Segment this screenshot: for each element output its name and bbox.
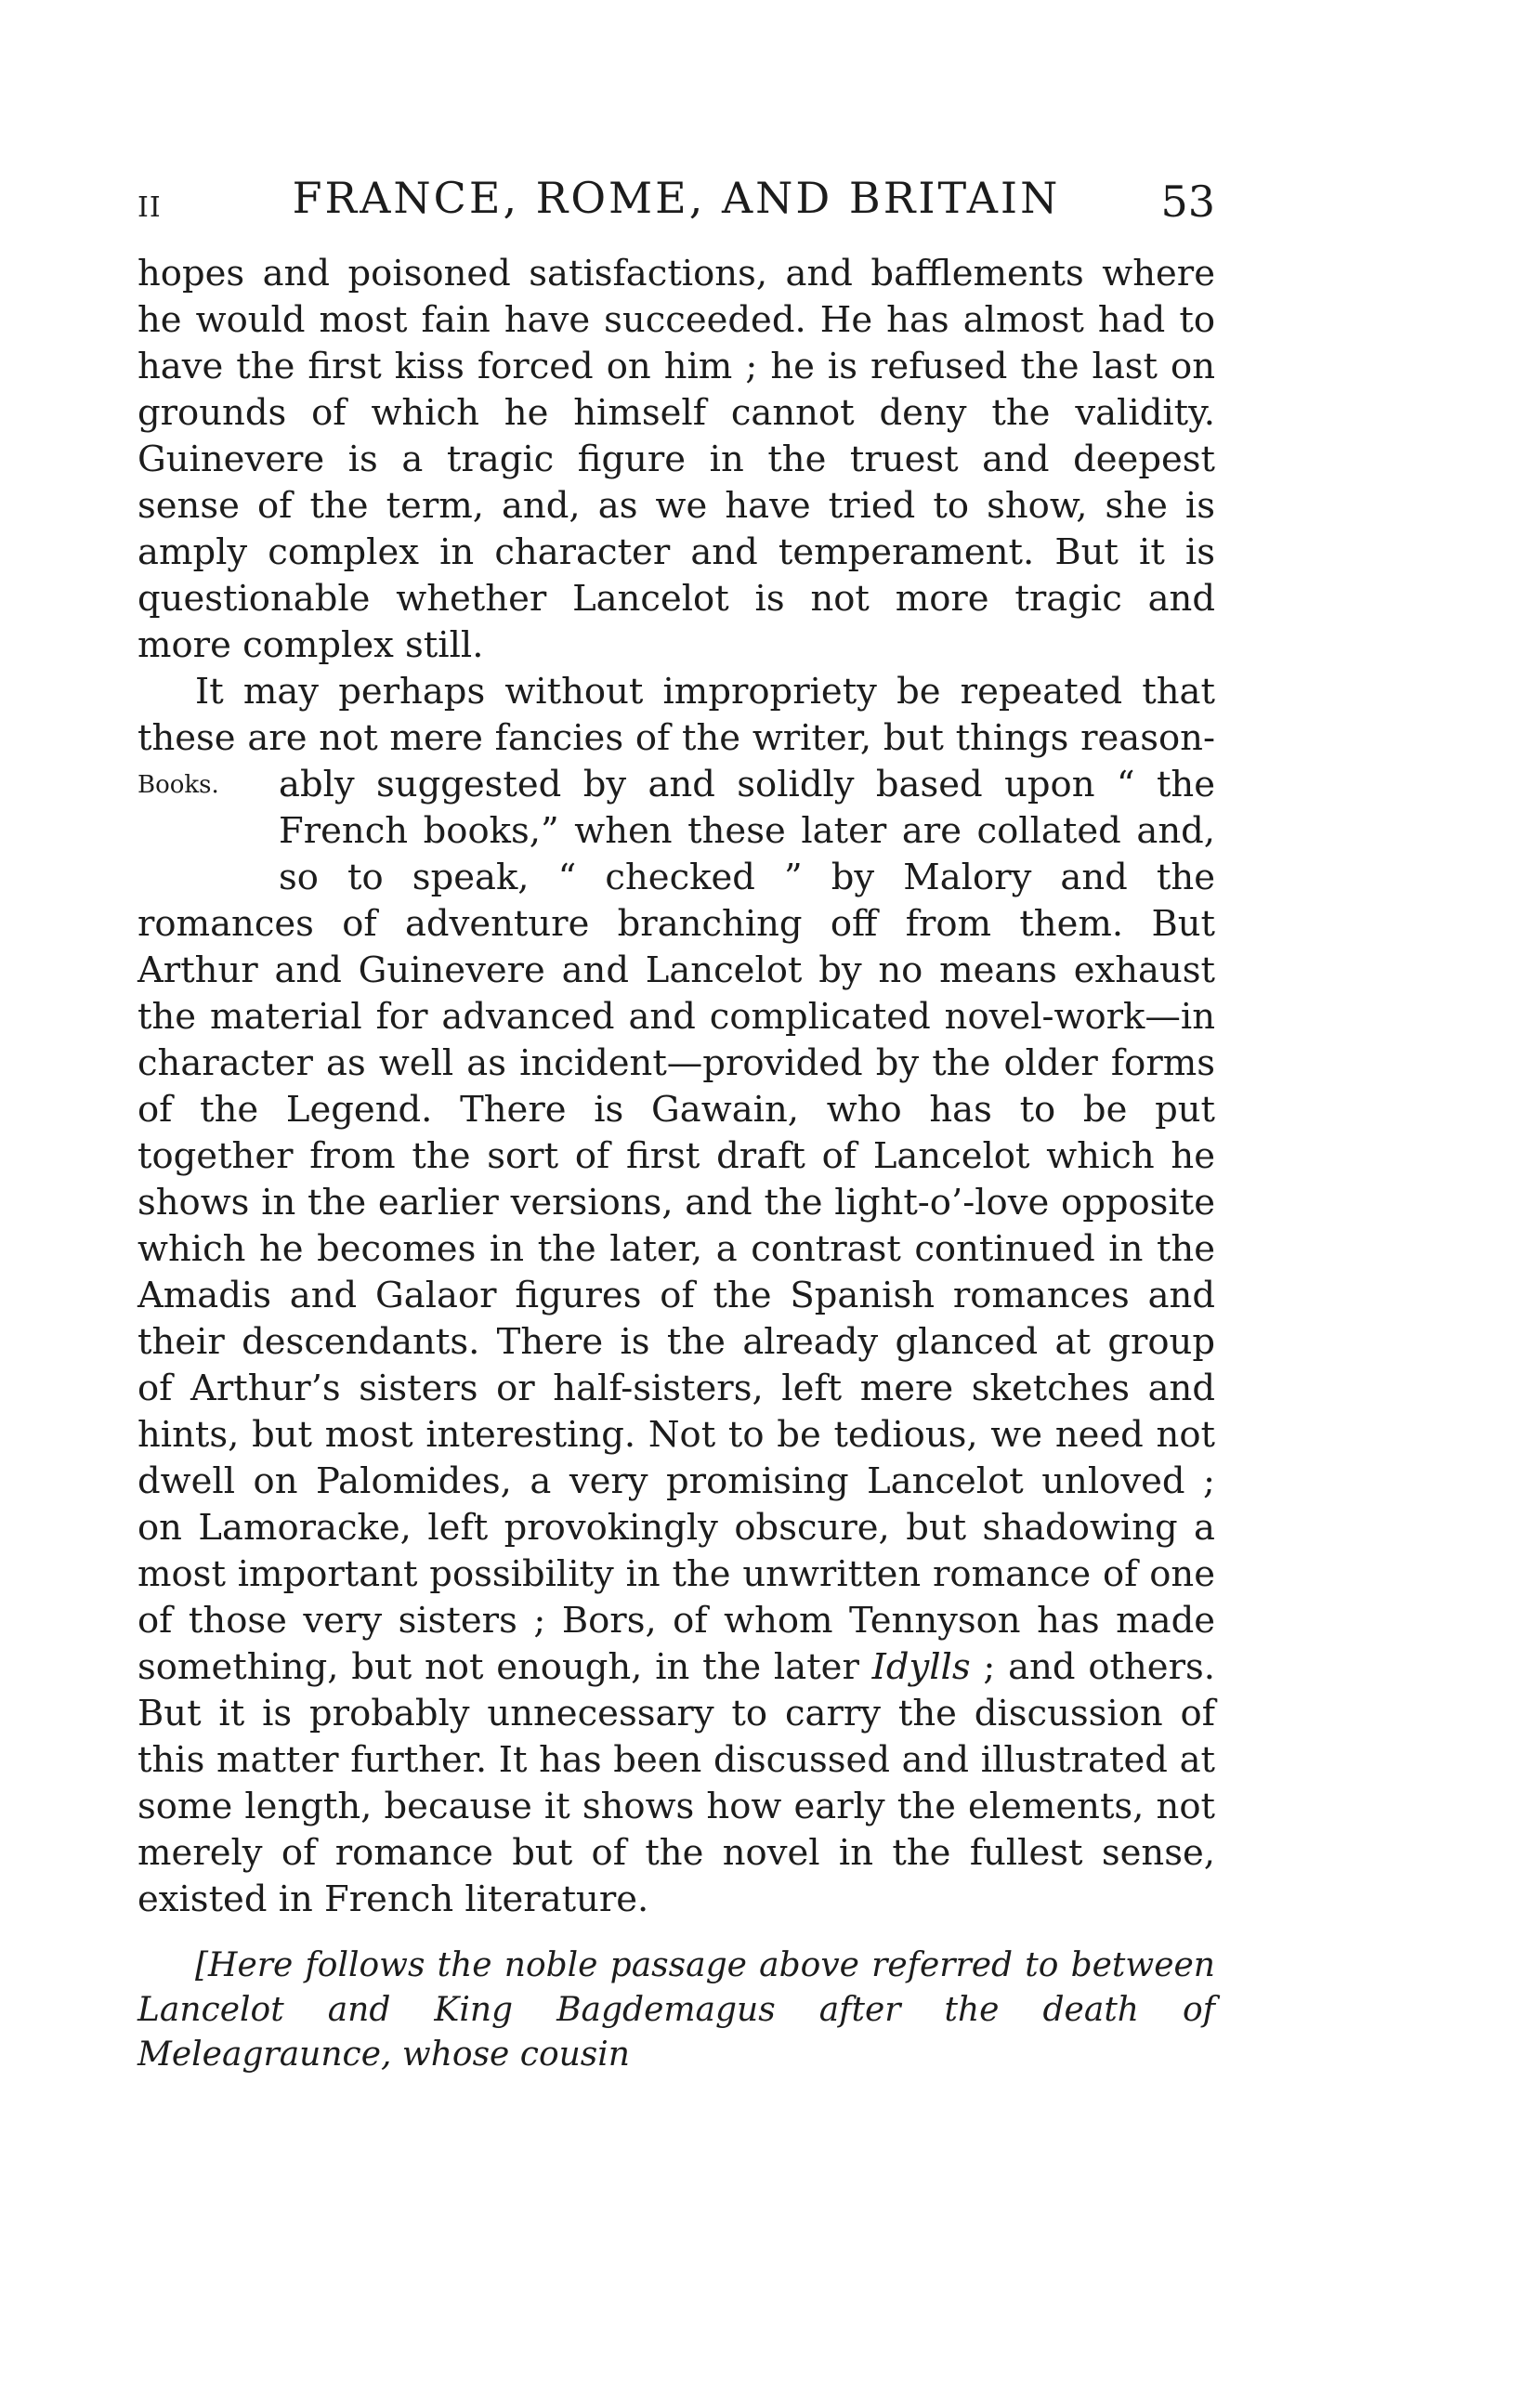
marginal-note xyxy=(80,762,279,864)
paragraph-main-opening: It may perhaps without impropriety be repeated that these are not mere fancies of the writer, but things reason- xyxy=(137,671,1215,759)
idylls-title: Idylls xyxy=(871,1646,971,1688)
paragraph-main-body: ably suggested by and solidly based upon “ the French books,” when these later are collated and, so to speak, “ checked ” by Malory and the romances of adventure branching off from them. But Arthur and Guinevere and Lancelot by no means exhaust the material for advanced and complicated novel-work—in character as well as incident—provided by the older forms of the Legend. There is Gawain, who has to be put together from the sort of first draft of Lancelot which he shows in the earlier versions, and the light-o’-love opposite which he becomes in the later, a contrast continued in the Amadis and Galaor figures of the Spanish romances and their descendants. There is the already glanced at group of Arthur’s sisters or half-sisters, left mere sketches and hints, but most interesting. Not to be tedious, we need not dwell on Palomides, a very promising Lancelot unloved ; on Lamoracke, left provokingly obscure, but shadowing a most important possibility in the unwritten romance of one of those very sisters ; Bors, of whom Tennyson has made something, but not enough, in the later xyxy=(137,764,1215,1688)
running-title: FRANCE, ROME, AND BRITAIN xyxy=(292,173,1061,223)
paragraph-main xyxy=(137,669,1215,1923)
paragraph-main-closing: ; and others. But it is probably unnecessary to carry the discussion of this matter further. It has been discussed and illustrated at some length, because it shows how early the elements, not merely of romance but of the novel in the fullest sense, existed in French literature. xyxy=(137,1646,1215,1920)
page-number: 53 xyxy=(1160,177,1215,227)
marginal-note-text: Books. xyxy=(137,771,219,799)
body-text xyxy=(137,251,1215,1923)
editorial-note: [Here follows the noble passage above referred to between Lancelot and King Bagdemagus after the death of Meleagraunce, whose cousin xyxy=(137,1946,1215,2074)
chapter-numeral: II xyxy=(137,191,162,224)
running-head xyxy=(137,173,1215,238)
paragraph-continuation: hopes and poisoned satisfactions, and bafflements where he would most fain have succeeded. He has almost had to have the first kiss forced on him ; he is refused the last on grounds of which he himself cannot deny the validity. Guinevere is a tragic figure in the truest and deepest sense of the term, and, as we have tried to show, she is amply complex in character and temperament. But it is questionable whether Lancelot is not more tragic and more complex still. xyxy=(137,253,1215,666)
book-page xyxy=(137,173,1215,2111)
